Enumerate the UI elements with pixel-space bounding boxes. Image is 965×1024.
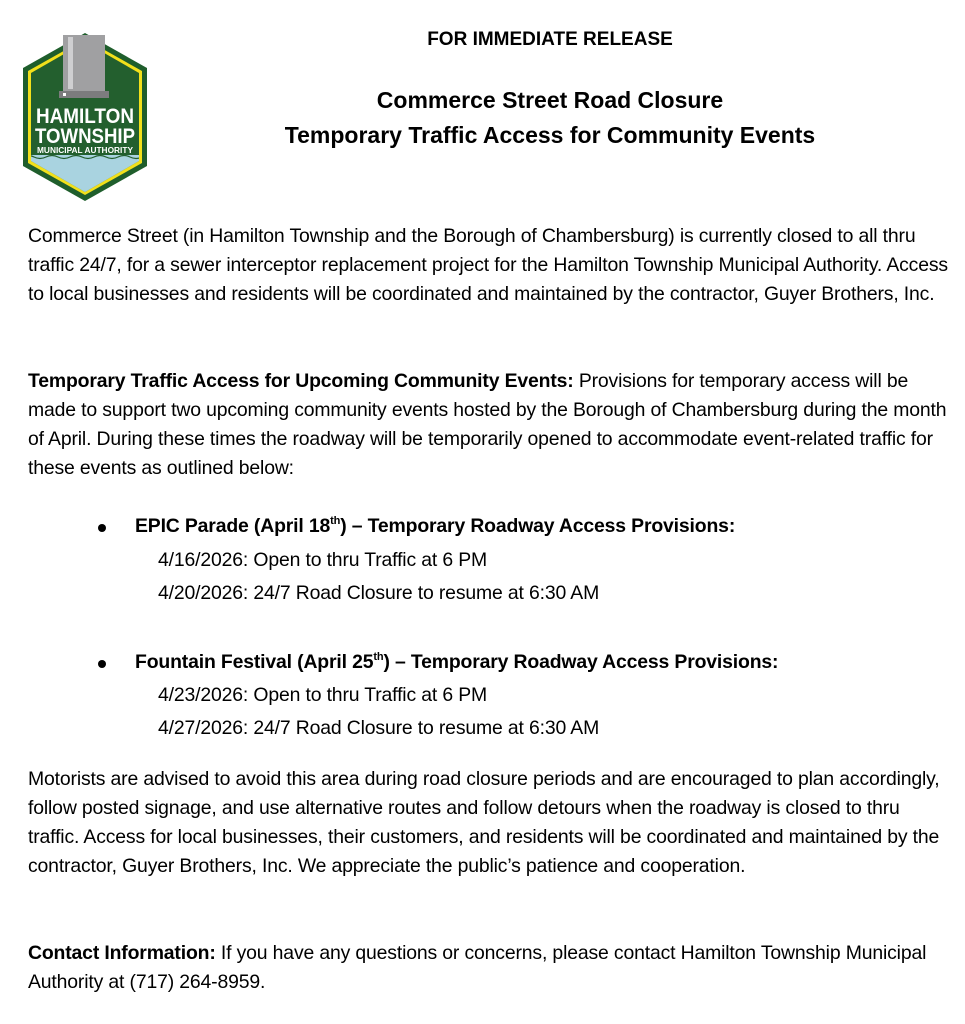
logo-text-line1: HAMILTON (36, 105, 134, 128)
page-title: Commerce Street Road Closure (376, 87, 724, 113)
contact-text: If you have any questions or concerns, please contact Hamilton Township Municipal Authority at (717) 264-8959. (28, 942, 927, 993)
bullet-icon (98, 524, 106, 532)
release-label: FOR IMMEDIATE RELEASE (427, 29, 673, 50)
event-schedule-line: 4/27/2026: 24/7 Road Closure to resume at 6:30 AM (158, 717, 600, 739)
access-heading: Temporary Traffic Access for Upcoming Community Events: (28, 370, 574, 392)
event-schedule-line: 4/23/2026: Open to thru Traffic at 6 PM (158, 684, 488, 706)
hamilton-township-logo (22, 33, 148, 201)
event-schedule-line: 4/20/2026: 24/7 Road Closure to resume at 6:30 AM (158, 582, 600, 604)
access-text: Provisions for temporary access will be made to support two upcoming community events hosted by the Borough of Chambersburg during the month of April. During these times the roadway will be temporarily opened to accommodate event-related traffic for these events as outlined below: (28, 370, 947, 479)
event-schedule-line: 4/16/2026: Open to thru Traffic at 6 PM (158, 549, 488, 571)
contact-heading: Contact Information: (28, 942, 216, 964)
event-title: Fountain Festival (April 25th) – Temporary Roadway Access Provisions: (135, 651, 779, 673)
logo-text-line2: TOWNSHIP (35, 125, 135, 148)
bullet-icon (98, 660, 106, 668)
intro-paragraph: Commerce Street (in Hamilton Township and the Borough of Chambersburg) is currently closed to all thru traffic 24/7, for a sewer interceptor replacement project for the Hamilton Township Municipal Authority. Access to local businesses and residents will be coordinated and maintained by the contractor, Guyer Brothers, Inc. (28, 225, 948, 305)
logo-badge-icon (22, 33, 148, 201)
access-paragraph (28, 367, 948, 483)
event-title: EPIC Parade (April 18th) – Temporary Roadway Access Provisions: (135, 515, 736, 537)
page-subtitle: Temporary Traffic Access for Community Events (284, 122, 816, 148)
contact-paragraph (28, 939, 948, 997)
logo-text-line3: MUNICIPAL AUTHORITY (37, 146, 134, 155)
motorists-paragraph: Motorists are advised to avoid this area during road closure periods and are encouraged to plan accordingly, follow posted signage, and use alternative routes and follow detours when the roadway is closed to thru traffic. Access for local businesses, their customers, and residents will be coordinated and maintained by the contractor, Guyer Brothers, Inc. We appreciate the public’s patience and cooperation. (28, 768, 940, 877)
